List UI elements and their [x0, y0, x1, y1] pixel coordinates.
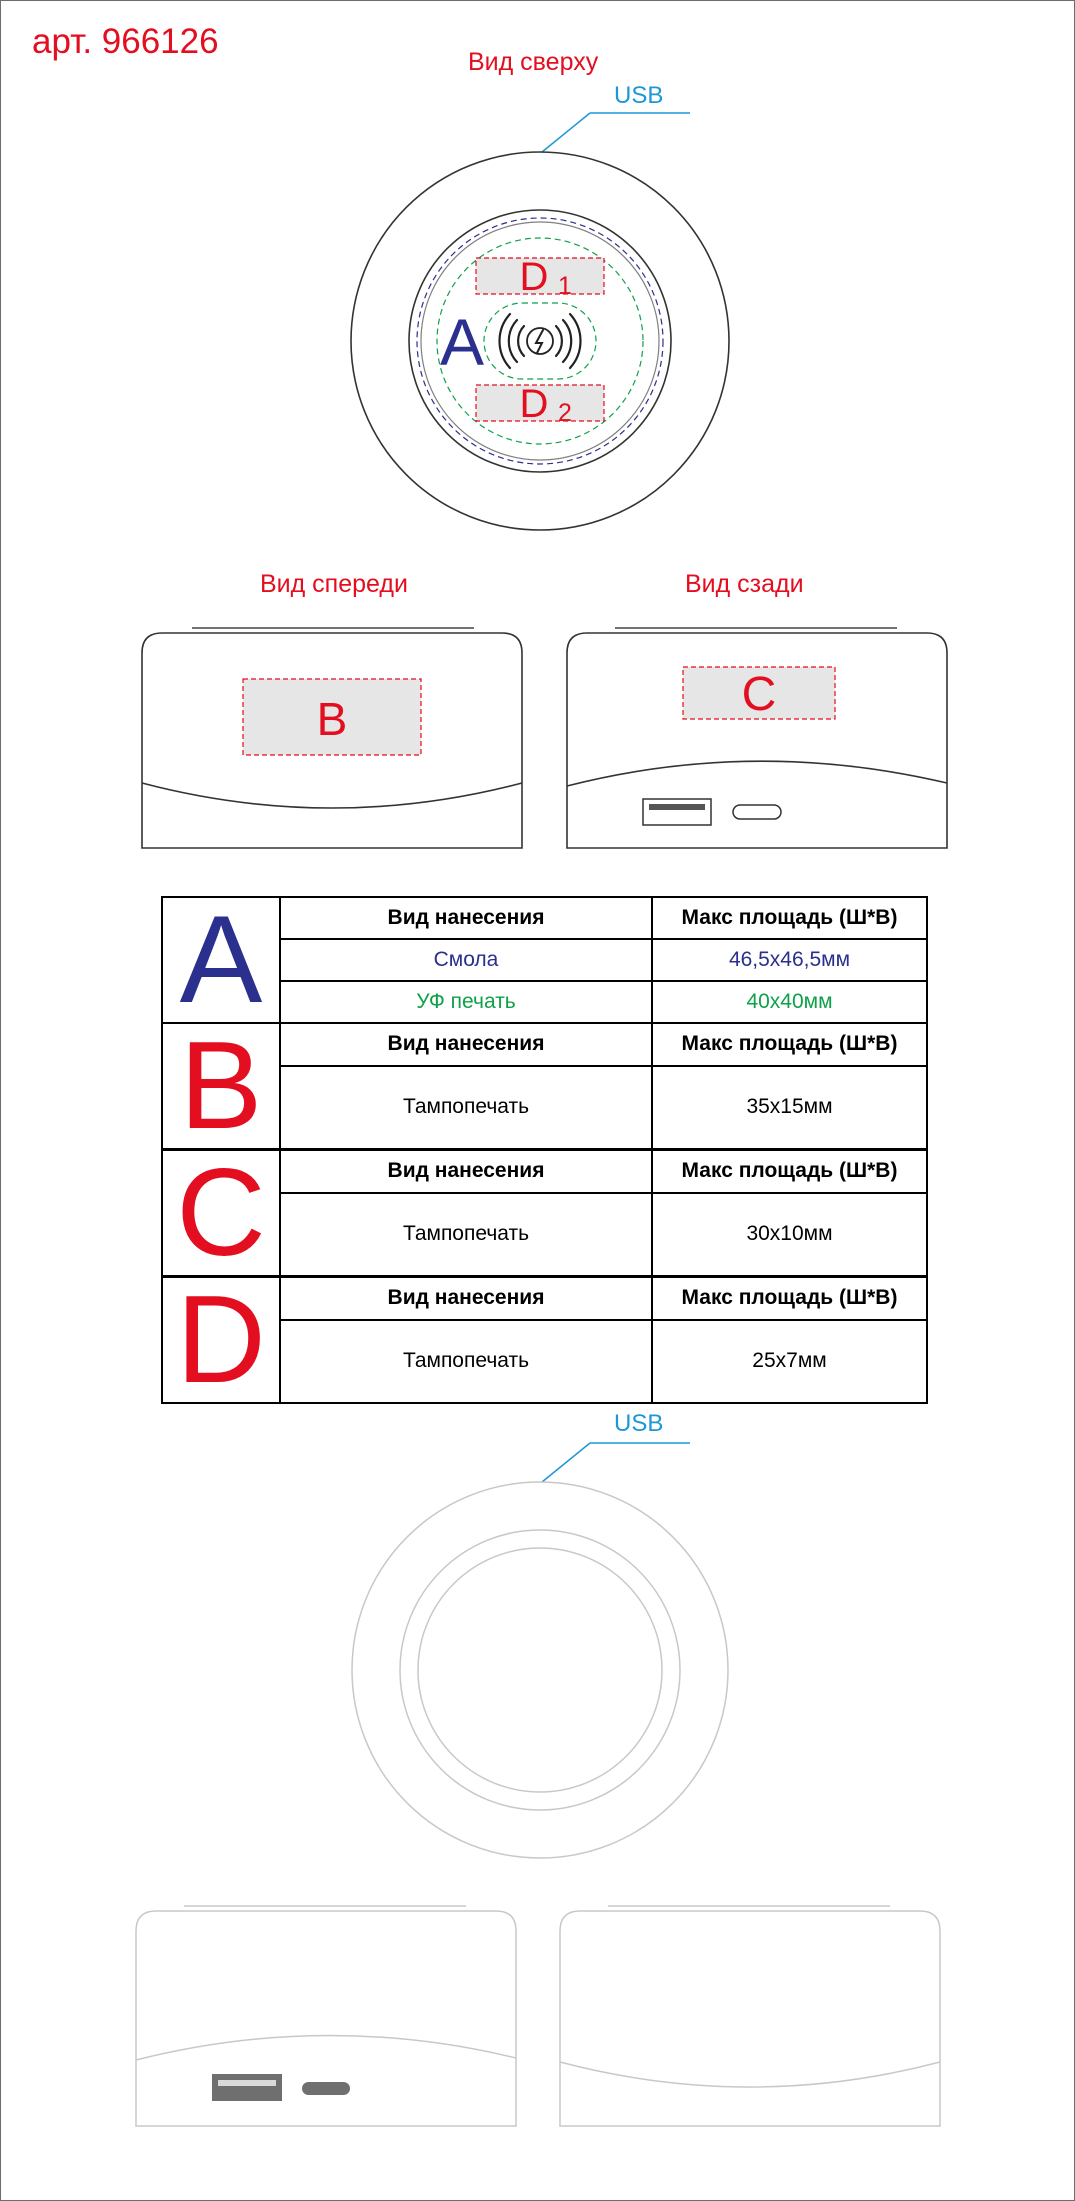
- outer-ring-clean: [352, 1482, 728, 1858]
- front-view-title: Вид спереди: [260, 570, 408, 598]
- back-base-curve: [567, 761, 947, 786]
- table-a-area-uv: 40х40мм: [652, 981, 927, 1023]
- wireless-charging-icon: [500, 314, 581, 368]
- table-d-area: 25х7мм: [652, 1320, 927, 1403]
- table-b-area: 35х15мм: [652, 1066, 927, 1149]
- front-view-clean-drawing: [558, 1900, 944, 2130]
- usb-leader-line-top: [542, 113, 590, 152]
- back-body-outline: [567, 633, 947, 848]
- back-view-clean-drawing: [134, 1900, 520, 2130]
- zone-b-letter: B: [316, 693, 348, 745]
- table-c-method: Тампопечать: [280, 1193, 652, 1276]
- table-c-area-header: Макс площадь (Ш*В): [652, 1150, 927, 1193]
- top-view-title: Вид сверху: [468, 48, 599, 76]
- zone-d2-letter: D: [519, 382, 549, 426]
- top-view-clean-drawing: [0, 1430, 1075, 1870]
- zone-c-letter: C: [741, 668, 777, 721]
- usb-label-bottom: USB: [614, 1410, 664, 1437]
- table-c-letter: C: [162, 1150, 280, 1276]
- table-c: [161, 1144, 928, 1282]
- zone-d2-index: 2: [558, 399, 572, 427]
- table-d: [161, 1271, 928, 1409]
- table-d-area-header: Макс площадь (Ш*В): [652, 1277, 927, 1320]
- inner-ring-clean: [418, 1548, 662, 1792]
- table-a-method-header: Вид нанесения: [280, 897, 652, 939]
- table-b-method: Тампопечать: [280, 1066, 652, 1149]
- article-number: арт. 966126: [32, 22, 219, 61]
- table-a-letter: A: [162, 897, 280, 1023]
- table-d-method: Тампопечать: [280, 1320, 652, 1403]
- usb-a-port-icon: [643, 799, 711, 825]
- table-a: [161, 891, 928, 1029]
- table-c-method-header: Вид нанесения: [280, 1150, 652, 1193]
- table-a-method-resin: Смола: [280, 939, 652, 981]
- table-d-method-header: Вид нанесения: [280, 1277, 652, 1320]
- top-view-drawing: [0, 0, 1075, 560]
- table-b-area-header: Макс площадь (Ш*В): [652, 1023, 927, 1066]
- clean-front-outline: [560, 1911, 940, 2126]
- front-base-curve: [142, 783, 522, 808]
- clean-back-base-curve: [136, 2035, 516, 2060]
- middle-ring-clean: [400, 1530, 680, 1810]
- zone-a-letter: A: [439, 305, 485, 379]
- usb-c-port-icon: [733, 805, 781, 819]
- usb-a-port-icon: [212, 2074, 282, 2101]
- zone-d1-letter: D: [519, 255, 549, 299]
- table-c-area: 30х10мм: [652, 1193, 927, 1276]
- table-a-method-uv: УФ печать: [280, 981, 652, 1023]
- clean-front-base-curve: [560, 2062, 940, 2087]
- table-d-letter: D: [162, 1277, 280, 1403]
- front-view-drawing: [140, 623, 526, 853]
- zone-d1-index: 1: [558, 272, 572, 300]
- table-a-area-resin: 46,5х46,5мм: [652, 939, 927, 981]
- usb-leader-line-bottom: [542, 1443, 590, 1482]
- usb-label-top: USB: [614, 82, 664, 109]
- table-b-letter: B: [162, 1023, 280, 1149]
- usb-c-port-icon: [302, 2082, 350, 2095]
- icon-area-outline: [484, 303, 596, 379]
- back-view-title: Вид сзади: [685, 570, 804, 598]
- table-a-area-header: Макс площадь (Ш*В): [652, 897, 927, 939]
- table-b: [161, 1017, 928, 1155]
- table-b-method-header: Вид нанесения: [280, 1023, 652, 1066]
- back-view-drawing: [563, 623, 949, 853]
- outer-ring: [351, 152, 729, 530]
